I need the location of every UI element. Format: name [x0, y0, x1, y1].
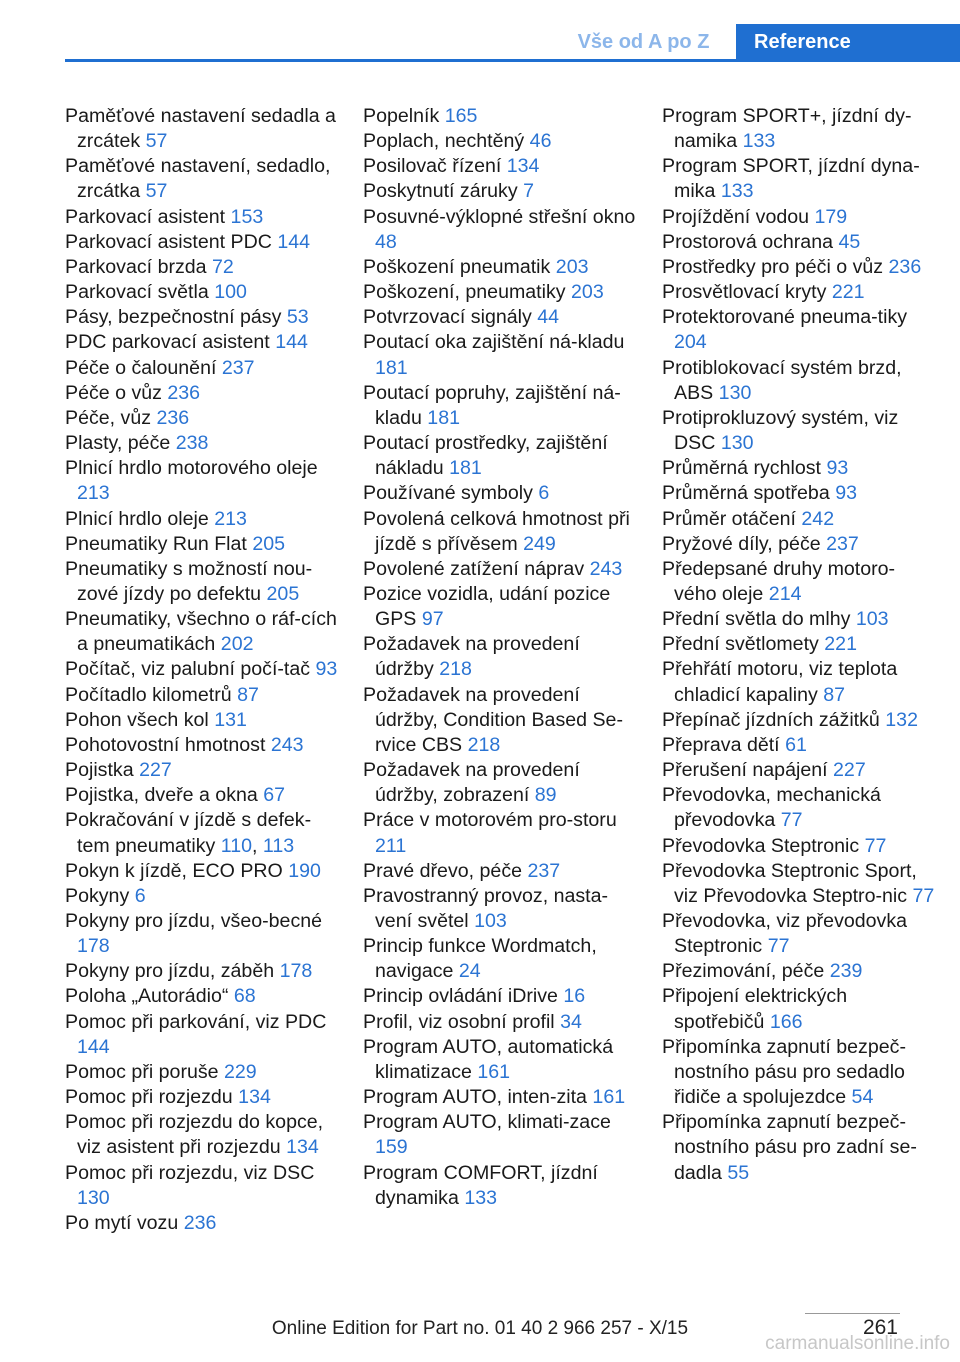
page-link[interactable]: 133	[464, 1186, 498, 1209]
page-link[interactable]: 243	[270, 733, 304, 756]
page-link[interactable]: 236	[156, 406, 190, 429]
page-link[interactable]: 87	[823, 683, 846, 706]
page-link[interactable]: 214	[768, 582, 802, 605]
index-column-3	[662, 104, 937, 1186]
page-link[interactable]: 44	[537, 306, 560, 329]
index-term: Pojistka, dveře a okna	[65, 784, 258, 807]
index-entry	[65, 431, 340, 456]
page-link[interactable]: 181	[449, 457, 482, 480]
index-term: Plnicí hrdlo oleje	[65, 507, 209, 530]
page-link[interactable]: 161	[477, 1060, 511, 1083]
index-entry	[662, 255, 937, 280]
index-entry	[662, 984, 937, 1034]
index-term: Projíždění vodou	[662, 205, 810, 228]
index-entry	[363, 884, 638, 934]
index-term: Přezimování, péče	[662, 960, 825, 983]
page-link[interactable]: 55	[727, 1161, 750, 1184]
index-term: Paměťové nastavení sedadla a zrcátek	[65, 105, 336, 153]
index-entry	[363, 683, 638, 758]
index-entry	[662, 733, 937, 758]
index-term: Pomoc při rozjezdu do kopce, viz asistent při rozjezdu	[65, 1111, 324, 1159]
index-term: Pokračování v jízdě s defek‐tem pneumatiky	[65, 809, 312, 857]
index-entry	[662, 205, 937, 230]
page-link[interactable]: 249	[523, 532, 556, 555]
index-term: Přepínač jízdních zážitků	[662, 708, 880, 731]
running-header	[65, 24, 960, 62]
index-term: Pokyny	[65, 884, 130, 907]
index-entry	[363, 632, 638, 682]
index-term: Připojení elektrických spotřebičů	[662, 985, 848, 1033]
index-entry	[65, 330, 340, 355]
index-entry	[662, 230, 937, 255]
index-term: Pozice vozidla, udání pozice GPS	[363, 582, 611, 631]
index-entry	[662, 481, 937, 506]
page-link[interactable]: 238	[175, 432, 209, 455]
page-link[interactable]: 93	[315, 658, 338, 681]
index-entry	[65, 657, 340, 682]
index-entry	[65, 356, 340, 381]
index-term: Přerušení napájení	[662, 759, 828, 782]
index-entry	[65, 1161, 340, 1211]
footer-rule	[805, 1313, 900, 1314]
index-term: Parkovací brzda	[65, 255, 207, 278]
index-term: Poloha „Autorádio“	[65, 985, 229, 1008]
index-term: Povolené zatížení náprav	[363, 557, 585, 580]
index-entry	[65, 708, 340, 733]
index-term: Pohotovostní hmotnost	[65, 733, 266, 756]
page-link[interactable]: 243	[589, 557, 623, 580]
index-term: Pravostranný provoz, nasta‐vení světel	[363, 884, 609, 932]
page-link[interactable]: 178	[279, 960, 313, 983]
index-entry	[662, 909, 937, 959]
index-entry	[65, 1010, 340, 1060]
index-term: Pásy, bezpečnostní pásy	[65, 306, 282, 329]
page-link[interactable]: 72	[212, 255, 234, 278]
page-link[interactable]: 218	[439, 658, 472, 681]
index-term: Poplach, nechtěný	[363, 130, 525, 153]
page-link[interactable]: 130	[77, 1186, 110, 1209]
index-entry	[65, 1211, 340, 1236]
index-entry	[662, 532, 937, 557]
index-entry	[65, 733, 340, 758]
page-link[interactable]: 227	[139, 759, 172, 782]
index-term: Průměr otáčení	[662, 507, 796, 530]
index-entry	[662, 1110, 937, 1185]
index-term: Požadavek na provedení údržby	[363, 633, 580, 681]
page-link[interactable]: 16	[563, 985, 586, 1008]
index-entry	[662, 104, 937, 154]
index-term: Program SPORT, jízdní dyna‐mika	[662, 155, 920, 203]
page-link[interactable]: 130	[718, 381, 752, 404]
index-entry	[662, 758, 937, 783]
page-link[interactable]: 6	[134, 884, 146, 907]
page-link[interactable]: 93	[826, 457, 849, 480]
index-entry	[662, 959, 937, 984]
index-term: Parkovací světla	[65, 281, 209, 304]
index-entry	[662, 154, 937, 204]
index-entry	[363, 808, 638, 858]
index-entry	[662, 834, 937, 859]
index-entry	[363, 305, 638, 330]
index-entry	[363, 154, 638, 179]
page-link[interactable]: 203	[571, 281, 604, 304]
index-term: Poškození, pneumatiky	[363, 281, 566, 304]
page-link[interactable]: 237	[826, 532, 859, 555]
index-entry	[65, 280, 340, 305]
chapter-tab: Reference	[736, 24, 960, 59]
index-entry	[65, 783, 340, 808]
index-entry	[363, 934, 638, 984]
index-term: Posuvné-výklopné střešní okno	[363, 205, 636, 228]
index-entry	[65, 607, 340, 657]
index-term: Prosvětlovací kryty	[662, 281, 827, 304]
index-term: Pokyn k jízdě, ECO PRO	[65, 859, 283, 882]
index-entry	[65, 205, 340, 230]
page-link[interactable]: 46	[529, 130, 552, 153]
page-link[interactable]: 110	[220, 834, 253, 857]
page-link[interactable]: 100	[214, 281, 247, 304]
index-entry	[65, 1085, 340, 1110]
index-term: Princip ovládání iDrive	[363, 985, 558, 1008]
page-link[interactable]: 57	[145, 130, 168, 153]
index-term: Plasty, péče	[65, 432, 171, 455]
page-link[interactable]: 203	[555, 255, 589, 278]
index-term: Pomoc při rozjezdu	[65, 1086, 233, 1109]
page-link[interactable]: 77	[767, 935, 790, 958]
index-term: Pneumatiky s možností nou‐zové jízdy po defektu	[65, 557, 313, 605]
index-entry	[65, 959, 340, 984]
index-term: Počítač, viz palubní počí‐tač	[65, 658, 311, 681]
page-link[interactable]: 89	[534, 784, 557, 807]
index-entry	[363, 1010, 638, 1035]
page-link[interactable]: 134	[286, 1136, 319, 1159]
page-link[interactable]: 134	[238, 1086, 271, 1109]
index-term: Péče, vůz	[65, 406, 152, 429]
page-link[interactable]: 181	[375, 356, 408, 379]
page-link[interactable]: 144	[77, 1035, 110, 1058]
index-term: Pomoc při parkování, viz PDC	[65, 1010, 327, 1033]
page-link[interactable]: 218	[467, 733, 501, 756]
index-term: Pryžové díly, péče	[662, 532, 821, 555]
index-term: Převodovka Steptronic	[662, 834, 860, 857]
index-entry	[65, 230, 340, 255]
index-entry	[65, 884, 340, 909]
index-term: Připomínka zapnutí bezpeč‐nostního pásu pro zadní se‐dadla	[662, 1111, 917, 1184]
page-link[interactable]: 221	[831, 281, 865, 304]
index-entry	[65, 1110, 340, 1160]
index-entry	[363, 330, 638, 380]
index-entry	[65, 909, 340, 959]
index-term: Poutací popruhy, zajištění ná‐kladu	[363, 381, 621, 429]
index-term: Popelník	[363, 105, 440, 127]
index-entry	[662, 280, 937, 305]
index-entry	[363, 280, 638, 305]
page-number: 261	[862, 1316, 898, 1339]
page-link[interactable]: 103	[474, 910, 507, 932]
page-link[interactable]: 34	[560, 1010, 582, 1033]
index-entry	[363, 1110, 638, 1160]
page-link[interactable]: 97	[421, 608, 444, 631]
index-entry	[363, 582, 638, 632]
page-link[interactable]: 221	[824, 633, 857, 656]
index-column-1	[65, 104, 340, 1236]
page-link[interactable]: 202	[220, 633, 254, 656]
index-column-2	[363, 104, 638, 1211]
page-link[interactable]: 211	[375, 834, 407, 857]
index-term: Program AUTO, inten‐zita	[363, 1086, 587, 1109]
index-term: Práce v motorovém pro‐storu	[363, 809, 617, 832]
index-term: Protiblokovací systém brzd, ABS	[662, 356, 902, 404]
index-entry	[662, 507, 937, 532]
page-link[interactable]: 144	[277, 230, 311, 253]
page-link[interactable]: 179	[814, 205, 848, 228]
page-link[interactable]: 165	[444, 105, 478, 127]
index-entry	[662, 305, 937, 355]
index-term: Poskytnutí záruky	[363, 180, 518, 203]
index-term: Profil, viz osobní profil	[363, 1010, 555, 1033]
index-term: Protiprokluzový systém, viz DSC	[662, 406, 899, 455]
index-term: Průměrná spotřeba	[662, 482, 830, 505]
index-term: Prostředky pro péči o vůz	[662, 255, 884, 278]
index-entry	[662, 783, 937, 833]
index-term: Povolená celková hmotnost při jízdě s přívěsem	[363, 507, 630, 555]
index-term: Předepsané druhy motoro‐vého oleje	[662, 557, 896, 605]
page-link[interactable]: 242	[801, 507, 835, 530]
index-entry: Pokračování v jízdě s defek‐tem pneumatiky 110, 113	[65, 809, 312, 857]
index-term: Přední světla do mlhy	[662, 608, 851, 631]
page-link[interactable]: 213	[77, 482, 110, 505]
index-entry	[65, 683, 340, 708]
page-link[interactable]: 130	[720, 432, 754, 455]
index-term: Program COMFORT, jízdní dynamika	[363, 1161, 598, 1209]
page-link[interactable]: 53	[286, 306, 309, 329]
index-entry	[65, 154, 340, 204]
page-link[interactable]: 213	[214, 507, 247, 530]
page-link[interactable]: 93	[835, 482, 857, 505]
page-link[interactable]: 133	[742, 130, 776, 153]
page-link[interactable]: 77	[780, 809, 803, 832]
index-entry	[363, 758, 638, 808]
index-term: Poutací oka zajištění ná‐kladu	[363, 331, 625, 354]
index-entry	[662, 657, 937, 707]
index-entry	[65, 305, 340, 330]
page-link[interactable]: 144	[275, 331, 308, 354]
index-term: Péče o čalounění	[65, 356, 217, 379]
page-link[interactable]: 236	[888, 255, 922, 278]
index-term: Plnicí hrdlo motorového oleje	[65, 457, 318, 480]
section-tab: Vše od A po Z	[577, 31, 710, 53]
index-entry	[65, 406, 340, 431]
page-link[interactable]: 7	[523, 180, 534, 203]
index-term: Paměťové nastavení, sedadlo, zrcátka	[65, 155, 331, 203]
page-link[interactable]: 204	[674, 331, 707, 354]
watermark: carmanualsonline.info	[765, 1333, 950, 1354]
index-term: Průměrná rychlost	[662, 457, 821, 480]
page-link[interactable]: 67	[263, 784, 286, 807]
page-link[interactable]: 134	[506, 155, 540, 178]
page-link[interactable]: 161	[592, 1086, 626, 1109]
page-link[interactable]: 77	[864, 834, 887, 857]
index-entry	[65, 381, 340, 406]
index-entry	[363, 984, 638, 1009]
page-link[interactable]: 48	[375, 230, 397, 253]
index-entry	[363, 481, 638, 506]
index-term: Pohon všech kol	[65, 708, 209, 731]
page-link[interactable]: 237	[221, 356, 255, 379]
index-term: Používané symboly	[363, 482, 533, 505]
index-entry	[363, 859, 638, 884]
index-entry	[363, 507, 638, 557]
index-entry	[662, 356, 937, 406]
index-term: Připomínka zapnutí bezpeč‐nostního pásu pro sedadlo řidiče a spolujezdce	[662, 1035, 906, 1109]
index-entry	[662, 708, 937, 733]
page-link[interactable]: 178	[77, 935, 110, 958]
index-term: Po mytí vozu	[65, 1211, 179, 1234]
page-link[interactable]: 77	[912, 884, 935, 907]
page-link[interactable]: 133	[720, 180, 754, 203]
index-entry	[65, 456, 340, 506]
page-link[interactable]: 6	[538, 482, 550, 505]
index-term: Program SPORT+, jízdní dy‐namika	[662, 105, 912, 153]
page-link[interactable]: 113	[262, 834, 295, 857]
index-term: Poutací prostředky, zajištění nákladu	[363, 432, 608, 480]
index-term: Požadavek na provedení údržby, zobrazení	[363, 759, 580, 807]
index-entry	[662, 632, 937, 657]
index-entry	[65, 532, 340, 557]
header-rule	[65, 59, 960, 62]
index-entry	[65, 104, 340, 154]
page-link[interactable]: 87	[237, 683, 259, 706]
index-entry	[65, 255, 340, 280]
page-link[interactable]: 229	[224, 1060, 257, 1083]
edition-note: Online Edition for Part no. 01 40 2 966 257 - X/15	[271, 1318, 689, 1339]
page-link[interactable]: 236	[183, 1211, 217, 1234]
index-term: Prostorová ochrana	[662, 230, 833, 253]
index-entry	[662, 406, 937, 456]
index-entry	[363, 104, 638, 129]
index-entry	[65, 1060, 340, 1085]
index-term: Pomoc při rozjezdu, viz DSC	[65, 1161, 315, 1184]
page-link[interactable]: 205	[266, 582, 300, 605]
index-term: Princip funkce Wordmatch, navigace	[363, 935, 597, 983]
index-term: Pojistka	[65, 759, 134, 782]
index-entry	[662, 859, 937, 909]
index-entry	[363, 1085, 638, 1110]
page-link[interactable]: 103	[855, 608, 889, 631]
index-entry	[65, 859, 340, 884]
page-link[interactable]: 205	[252, 532, 286, 555]
page-link[interactable]: 45	[838, 230, 861, 253]
index-entry	[363, 255, 638, 280]
index-entry	[65, 758, 340, 783]
index-term: Parkovací asistent	[65, 205, 226, 228]
index-term: Počítadlo kilometrů	[65, 683, 232, 706]
page-link[interactable]: 190	[288, 859, 321, 882]
page-link[interactable]: 181	[427, 406, 460, 429]
index-entry	[363, 179, 638, 204]
index-term: Posilovač řízení	[363, 155, 502, 178]
index-term: Pneumatiky Run Flat	[65, 532, 247, 555]
page-link[interactable]: 159	[375, 1136, 408, 1159]
index-entry	[363, 205, 638, 255]
index-entry	[662, 456, 937, 481]
page-link[interactable]: 153	[230, 205, 264, 228]
index-term: Parkovací asistent PDC	[65, 230, 272, 253]
index-term: Poškození pneumatik	[363, 255, 551, 278]
index-term: Pokyny pro jízdu, všeo‐becné	[65, 910, 323, 932]
index-term: Pravé dřevo, péče	[363, 859, 523, 882]
page-link[interactable]: 227	[833, 759, 866, 782]
index-term: Převodovka, mechanická převodovka	[662, 784, 881, 832]
page-link[interactable]: 54	[851, 1086, 874, 1109]
page-link[interactable]: 239	[829, 960, 863, 983]
page-link[interactable]: 57	[145, 180, 168, 203]
page-link[interactable]: 237	[527, 859, 561, 882]
index-term: Potvrzovací signály	[363, 306, 532, 329]
index-term: Přehřátí motoru, viz teplota chladicí kapaliny	[662, 658, 898, 706]
index-entry	[363, 557, 638, 582]
index-term: Požadavek na provedení údržby, Condition Based Se‐rvice CBS	[363, 683, 623, 756]
index-term: Převodovka Steptronic Sport, viz Převodovka Steptro‐nic	[662, 859, 917, 907]
index-term: Přeprava dětí	[662, 733, 780, 756]
index-entry	[65, 507, 340, 532]
index-term: Protektorované pneuma‐tiky	[662, 306, 908, 329]
index-term: Program AUTO, automatická klimatizace	[363, 1035, 614, 1083]
index-term: Pneumatiky, všechno o ráf‐cích a pneumatikách	[65, 608, 337, 656]
index-entry	[363, 1035, 638, 1085]
index-term: Pomoc při poruše	[65, 1060, 219, 1083]
index-entry	[662, 557, 937, 607]
page-link[interactable]: 131	[214, 708, 247, 731]
index-term: Pokyny pro jízdu, záběh	[65, 960, 275, 983]
page-link[interactable]: 61	[785, 733, 807, 756]
index-entry	[363, 431, 638, 481]
index-term: Program AUTO, klimati‐zace	[363, 1111, 611, 1134]
index-entry	[363, 1161, 638, 1211]
page-link[interactable]: 68	[233, 985, 256, 1008]
index-entry	[662, 1035, 937, 1110]
index-term: PDC parkovací asistent	[65, 331, 270, 354]
page-link[interactable]: 236	[167, 381, 201, 404]
index-entry	[65, 557, 340, 607]
index-entry	[363, 129, 638, 154]
index-term: Převodovka, viz převodovka Steptronic	[662, 910, 908, 958]
page-link[interactable]: 24	[458, 960, 481, 983]
index-term: Přední světlomety	[662, 633, 819, 656]
page-link[interactable]: 166	[769, 1010, 803, 1033]
index-entry	[662, 607, 937, 632]
index-entry	[363, 381, 638, 431]
page-link[interactable]: 132	[885, 708, 918, 731]
index-entry	[65, 984, 340, 1009]
index-term: Péče o vůz	[65, 381, 162, 404]
